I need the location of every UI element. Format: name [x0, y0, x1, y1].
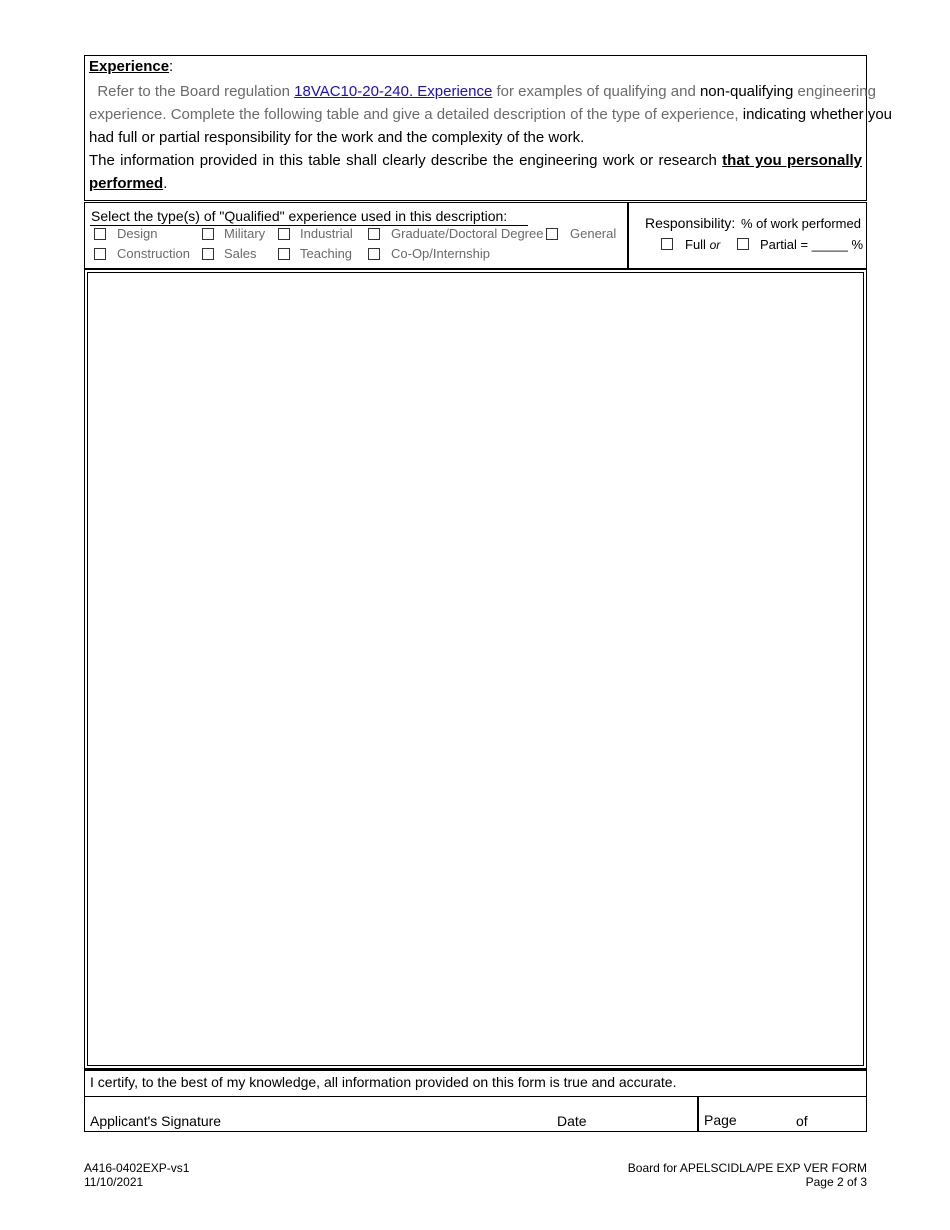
- checkbox-full[interactable]: [661, 238, 673, 250]
- form-date: 11/10/2021: [84, 1175, 144, 1189]
- label-construction: Construction: [117, 246, 190, 261]
- experience-line-3: had full or partial responsibility for the work and the complexity of the work.: [89, 129, 585, 146]
- label-graduate-doctoral: Graduate/Doctoral Degree: [391, 226, 544, 241]
- partial-label: Partial = _____ %: [760, 237, 864, 252]
- label-design: Design: [117, 226, 158, 241]
- page-number: Page 2 of 3: [805, 1175, 867, 1189]
- checkbox-teaching[interactable]: [278, 248, 290, 260]
- experience-heading: Experience:: [89, 58, 174, 75]
- checkbox-design[interactable]: [94, 228, 106, 240]
- checkbox-industrial[interactable]: [278, 228, 290, 240]
- page-field[interactable]: Page: [704, 1112, 737, 1128]
- responsibility-label: Responsibility:: [645, 215, 736, 231]
- description-textarea[interactable]: [87, 272, 864, 1066]
- label-teaching: Teaching: [300, 246, 353, 261]
- checkbox-military[interactable]: [202, 228, 214, 240]
- regulation-link[interactable]: 18VAC10-20-240. Experience: [294, 83, 493, 100]
- experience-line-5: performed.: [89, 175, 168, 192]
- row-divider: [627, 202, 629, 269]
- label-general: General: [570, 226, 617, 241]
- checkbox-graduate-doctoral[interactable]: [368, 228, 380, 240]
- full-label: Full or: [685, 237, 721, 252]
- checkbox-sales[interactable]: [202, 248, 214, 260]
- checkbox-coop-internship[interactable]: [368, 248, 380, 260]
- label-coop-internship: Co-Op/Internship: [391, 246, 490, 261]
- experience-line-2: experience. Complete the following table and give a detailed description of the type of experience, indicating whether you: [89, 106, 893, 123]
- form-code: A416-0402EXP-vs1: [84, 1161, 190, 1175]
- checkbox-construction[interactable]: [94, 248, 106, 260]
- checkbox-general[interactable]: [546, 228, 558, 240]
- date-field[interactable]: Date: [557, 1113, 587, 1129]
- experience-line-1: Refer to the Board regulation 18VAC10-20-240. Experience for examples of qualifying and non-qualifying engineering: [97, 83, 876, 100]
- experience-line-4: The information provided in this table shall clearly describe the engineering work or research that you personally: [89, 152, 862, 169]
- type-select-heading: Select the type(s) of "Qualified" experience used in this description:: [91, 208, 508, 224]
- certification-text: I certify, to the best of my knowledge, all information provided on this form is true and accurate.: [90, 1074, 677, 1090]
- of-field[interactable]: of: [796, 1113, 808, 1129]
- applicant-signature-field[interactable]: Applicant's Signature: [90, 1113, 222, 1129]
- label-military: Military: [224, 226, 266, 241]
- checkbox-partial[interactable]: [737, 238, 749, 250]
- partial-percent-input[interactable]: _____: [811, 237, 848, 252]
- label-sales: Sales: [224, 246, 257, 261]
- percent-work-label: % of work performed: [741, 216, 861, 231]
- signature-divider: [697, 1097, 699, 1132]
- label-industrial: Industrial: [300, 226, 353, 241]
- board-form-name: Board for APELSCIDLA/PE EXP VER FORM: [627, 1161, 867, 1175]
